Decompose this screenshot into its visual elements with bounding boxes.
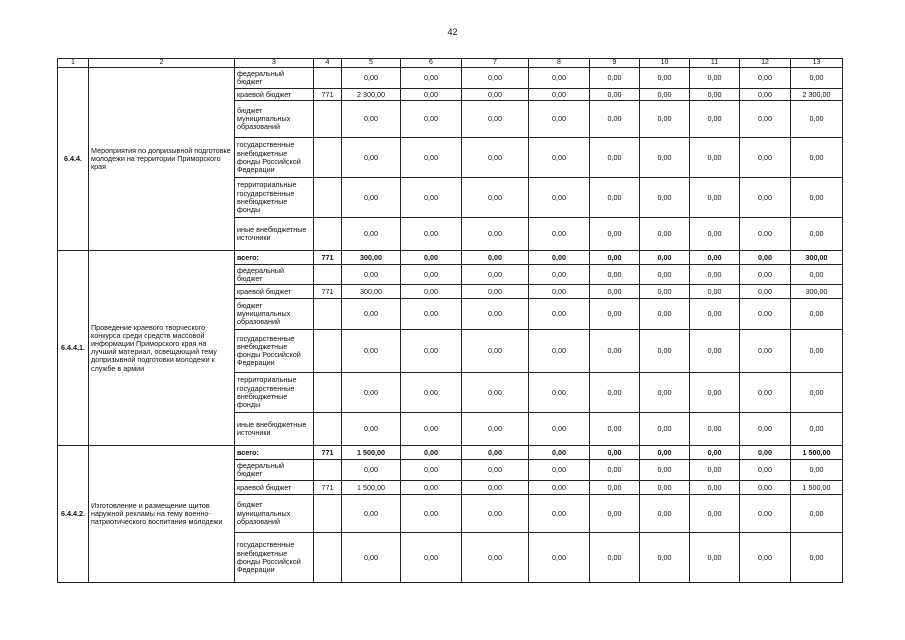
kbk-code: 771 <box>314 251 342 265</box>
value-cell: 0,00 <box>462 495 529 533</box>
header-cell: 9 <box>590 59 640 68</box>
value-cell: 0,00 <box>590 251 640 265</box>
value-cell: 0,00 <box>462 373 529 413</box>
value-cell: 0,00 <box>640 299 690 330</box>
value-cell: 0,00 <box>462 460 529 481</box>
kbk-code <box>314 299 342 330</box>
value-cell: 0,00 <box>690 218 740 251</box>
kbk-code: 771 <box>314 481 342 495</box>
page-number: 42 <box>447 27 458 37</box>
kbk-code <box>314 68 342 89</box>
header-cell: 4 <box>314 59 342 68</box>
value-cell: 0,00 <box>640 101 690 138</box>
value-cell: 0,00 <box>401 68 462 89</box>
value-cell: 0,00 <box>690 481 740 495</box>
funding-source: иные внебюджетные источники <box>235 413 314 446</box>
header-cell: 1 <box>58 59 89 68</box>
value-cell: 0,00 <box>791 413 843 446</box>
value-cell: 0,00 <box>401 299 462 330</box>
value-cell: 300,00 <box>342 285 401 299</box>
value-cell: 0,00 <box>590 373 640 413</box>
kbk-code <box>314 373 342 413</box>
funding-source: всего: <box>235 446 314 460</box>
value-cell: 0,00 <box>690 330 740 373</box>
header-cell: 6 <box>401 59 462 68</box>
value-cell: 0,00 <box>590 265 640 285</box>
value-cell: 0,00 <box>529 373 590 413</box>
value-cell: 0,00 <box>640 89 690 101</box>
value-cell: 0,00 <box>791 495 843 533</box>
value-cell: 0,00 <box>529 330 590 373</box>
value-cell: 0,00 <box>791 299 843 330</box>
value-cell: 0,00 <box>342 265 401 285</box>
header-cell: 12 <box>740 59 791 68</box>
value-cell: 0,00 <box>529 533 590 583</box>
row-title: Мероприятия по допризывной подготовке молодежи на территории Приморского края <box>89 68 235 251</box>
value-cell: 0,00 <box>590 533 640 583</box>
kbk-code <box>314 495 342 533</box>
value-cell: 0,00 <box>462 446 529 460</box>
value-cell: 1 500,00 <box>342 481 401 495</box>
value-cell: 0,00 <box>791 101 843 138</box>
funding-source: иные внебюджетные источники <box>235 218 314 251</box>
value-cell: 0,00 <box>690 495 740 533</box>
value-cell: 0,00 <box>640 251 690 265</box>
value-cell: 0,00 <box>740 299 791 330</box>
value-cell: 0,00 <box>529 285 590 299</box>
funding-source: краевой бюджет <box>235 285 314 299</box>
funding-source: краевой бюджет <box>235 481 314 495</box>
value-cell: 0,00 <box>462 533 529 583</box>
kbk-code <box>314 413 342 446</box>
value-cell: 0,00 <box>740 460 791 481</box>
funding-source: всего: <box>235 251 314 265</box>
value-cell: 0,00 <box>590 101 640 138</box>
value-cell: 0,00 <box>462 251 529 265</box>
value-cell: 0,00 <box>590 138 640 178</box>
value-cell: 0,00 <box>640 373 690 413</box>
value-cell: 0,00 <box>401 251 462 265</box>
value-cell: 0,00 <box>401 460 462 481</box>
value-cell: 0,00 <box>342 299 401 330</box>
value-cell: 0,00 <box>462 265 529 285</box>
value-cell: 0,00 <box>401 265 462 285</box>
value-cell: 0,00 <box>342 138 401 178</box>
value-cell: 0,00 <box>791 265 843 285</box>
value-cell: 0,00 <box>690 373 740 413</box>
value-cell: 0,00 <box>640 495 690 533</box>
value-cell: 0,00 <box>740 265 791 285</box>
value-cell: 0,00 <box>640 533 690 583</box>
header-cell: 13 <box>791 59 843 68</box>
value-cell: 0,00 <box>740 178 791 218</box>
funding-source: краевой бюджет <box>235 89 314 101</box>
kbk-code <box>314 330 342 373</box>
value-cell: 0,00 <box>529 299 590 330</box>
budget-table-body <box>58 59 843 583</box>
value-cell: 0,00 <box>590 218 640 251</box>
funding-source: бюджет муниципальных образований <box>235 495 314 533</box>
value-cell: 0,00 <box>640 446 690 460</box>
header-cell: 10 <box>640 59 690 68</box>
value-cell: 0,00 <box>342 101 401 138</box>
header-row <box>58 59 843 68</box>
kbk-code: 771 <box>314 285 342 299</box>
value-cell: 0,00 <box>791 138 843 178</box>
value-cell: 0,00 <box>690 285 740 299</box>
value-cell: 0,00 <box>690 101 740 138</box>
value-cell: 0,00 <box>590 495 640 533</box>
value-cell: 0,00 <box>462 101 529 138</box>
value-cell: 0,00 <box>342 495 401 533</box>
value-cell: 0,00 <box>401 138 462 178</box>
value-cell: 0,00 <box>529 178 590 218</box>
kbk-code: 771 <box>314 446 342 460</box>
value-cell: 0,00 <box>529 138 590 178</box>
row-code: 6.4.4.1. <box>58 251 89 446</box>
value-cell: 0,00 <box>640 218 690 251</box>
header-cell: 7 <box>462 59 529 68</box>
value-cell: 0,00 <box>740 101 791 138</box>
value-cell: 0,00 <box>401 481 462 495</box>
value-cell: 0,00 <box>342 218 401 251</box>
value-cell: 0,00 <box>640 330 690 373</box>
value-cell: 0,00 <box>462 218 529 251</box>
funding-source: государственные внебюджетные фонды Российской Федерации <box>235 330 314 373</box>
value-cell: 0,00 <box>462 413 529 446</box>
value-cell: 300,00 <box>791 285 843 299</box>
value-cell: 0,00 <box>529 460 590 481</box>
value-cell: 0,00 <box>529 495 590 533</box>
value-cell: 0,00 <box>590 413 640 446</box>
funding-source: федеральный бюджет <box>235 68 314 89</box>
value-cell: 0,00 <box>342 533 401 583</box>
value-cell: 0,00 <box>590 89 640 101</box>
value-cell: 0,00 <box>690 299 740 330</box>
value-cell: 0,00 <box>640 138 690 178</box>
kbk-code <box>314 218 342 251</box>
value-cell: 0,00 <box>462 299 529 330</box>
value-cell: 0,00 <box>740 373 791 413</box>
header-cell: 2 <box>89 59 235 68</box>
value-cell: 0,00 <box>342 373 401 413</box>
value-cell: 0,00 <box>740 330 791 373</box>
kbk-code <box>314 178 342 218</box>
header-cell: 3 <box>235 59 314 68</box>
value-cell: 0,00 <box>640 481 690 495</box>
value-cell: 0,00 <box>690 251 740 265</box>
funding-source: территориальные государственные внебюджетные фонды <box>235 373 314 413</box>
value-cell: 0,00 <box>640 285 690 299</box>
value-cell: 0,00 <box>590 446 640 460</box>
value-cell: 0,00 <box>462 138 529 178</box>
value-cell: 0,00 <box>401 495 462 533</box>
value-cell: 0,00 <box>590 330 640 373</box>
value-cell: 0,00 <box>529 218 590 251</box>
value-cell: 0,00 <box>791 330 843 373</box>
value-cell: 300,00 <box>791 251 843 265</box>
value-cell: 0,00 <box>690 265 740 285</box>
value-cell: 0,00 <box>529 101 590 138</box>
funding-source: государственные внебюджетные фонды Российской Федерации <box>235 138 314 178</box>
value-cell: 0,00 <box>791 218 843 251</box>
value-cell: 2 300,00 <box>342 89 401 101</box>
value-cell: 0,00 <box>401 285 462 299</box>
value-cell: 0,00 <box>462 285 529 299</box>
kbk-code <box>314 533 342 583</box>
value-cell: 0,00 <box>590 285 640 299</box>
value-cell: 0,00 <box>740 533 791 583</box>
value-cell: 0,00 <box>640 460 690 481</box>
value-cell: 0,00 <box>740 218 791 251</box>
row-title: Изготовление и размещение щитов наружной рекламы на тему военно-патриотического воспитания молодежи <box>89 446 235 583</box>
table-row <box>58 68 843 89</box>
value-cell: 0,00 <box>640 178 690 218</box>
value-cell: 0,00 <box>740 89 791 101</box>
value-cell: 0,00 <box>462 481 529 495</box>
value-cell: 0,00 <box>690 138 740 178</box>
value-cell: 0,00 <box>401 413 462 446</box>
table-row <box>58 446 843 460</box>
funding-source: федеральный бюджет <box>235 460 314 481</box>
value-cell: 0,00 <box>342 330 401 373</box>
kbk-code <box>314 265 342 285</box>
value-cell: 0,00 <box>529 68 590 89</box>
value-cell: 0,00 <box>690 533 740 583</box>
value-cell: 0,00 <box>640 413 690 446</box>
value-cell: 0,00 <box>690 89 740 101</box>
value-cell: 0,00 <box>690 446 740 460</box>
kbk-code <box>314 460 342 481</box>
table-row <box>58 251 843 265</box>
row-title: Проведение краевого творческого конкурса среди средств массовой информации Приморского края на лучший материал, освещающий тему допризывной подготовки молодежи к службе в армии <box>89 251 235 446</box>
value-cell: 0,00 <box>791 533 843 583</box>
funding-source: бюджет муниципальных образований <box>235 101 314 138</box>
value-cell: 0,00 <box>590 460 640 481</box>
value-cell: 0,00 <box>401 218 462 251</box>
budget-table <box>57 58 843 583</box>
row-code: 6.4.4.2. <box>58 446 89 583</box>
funding-source: государственные внебюджетные фонды Российской Федерации <box>235 533 314 583</box>
value-cell: 0,00 <box>690 68 740 89</box>
value-cell: 0,00 <box>342 413 401 446</box>
value-cell: 0,00 <box>462 178 529 218</box>
value-cell: 0,00 <box>740 446 791 460</box>
value-cell: 0,00 <box>791 373 843 413</box>
value-cell: 0,00 <box>462 89 529 101</box>
value-cell: 300,00 <box>342 251 401 265</box>
value-cell: 0,00 <box>529 89 590 101</box>
funding-source: бюджет муниципальных образований <box>235 299 314 330</box>
value-cell: 0,00 <box>690 178 740 218</box>
value-cell: 0,00 <box>640 68 690 89</box>
header-cell: 11 <box>690 59 740 68</box>
value-cell: 0,00 <box>590 178 640 218</box>
value-cell: 0,00 <box>740 495 791 533</box>
value-cell: 0,00 <box>401 446 462 460</box>
value-cell: 0,00 <box>740 413 791 446</box>
value-cell: 0,00 <box>401 330 462 373</box>
value-cell: 0,00 <box>462 330 529 373</box>
value-cell: 0,00 <box>342 68 401 89</box>
value-cell: 0,00 <box>590 481 640 495</box>
value-cell: 0,00 <box>401 533 462 583</box>
value-cell: 0,00 <box>740 285 791 299</box>
value-cell: 0,00 <box>690 413 740 446</box>
kbk-code <box>314 101 342 138</box>
value-cell: 2 300,00 <box>791 89 843 101</box>
value-cell: 0,00 <box>740 481 791 495</box>
value-cell: 0,00 <box>529 413 590 446</box>
row-code: 6.4.4. <box>58 68 89 251</box>
header-cell: 8 <box>529 59 590 68</box>
value-cell: 0,00 <box>342 178 401 218</box>
value-cell: 0,00 <box>529 446 590 460</box>
value-cell: 0,00 <box>690 460 740 481</box>
funding-source: территориальные государственные внебюджетные фонды <box>235 178 314 218</box>
value-cell: 0,00 <box>590 68 640 89</box>
value-cell: 0,00 <box>342 460 401 481</box>
value-cell: 0,00 <box>791 460 843 481</box>
value-cell: 0,00 <box>529 265 590 285</box>
value-cell: 1 500,00 <box>342 446 401 460</box>
kbk-code: 771 <box>314 89 342 101</box>
value-cell: 0,00 <box>529 481 590 495</box>
value-cell: 0,00 <box>462 68 529 89</box>
kbk-code <box>314 138 342 178</box>
value-cell: 0,00 <box>401 178 462 218</box>
value-cell: 0,00 <box>590 299 640 330</box>
value-cell: 0,00 <box>740 68 791 89</box>
value-cell: 0,00 <box>401 101 462 138</box>
value-cell: 1 500,00 <box>791 446 843 460</box>
value-cell: 0,00 <box>740 138 791 178</box>
value-cell: 0,00 <box>791 178 843 218</box>
value-cell: 0,00 <box>401 89 462 101</box>
header-cell: 5 <box>342 59 401 68</box>
value-cell: 0,00 <box>740 251 791 265</box>
value-cell: 0,00 <box>791 68 843 89</box>
value-cell: 0,00 <box>640 265 690 285</box>
value-cell: 1 500,00 <box>791 481 843 495</box>
funding-source: федеральный бюджет <box>235 265 314 285</box>
value-cell: 0,00 <box>529 251 590 265</box>
value-cell: 0,00 <box>401 373 462 413</box>
